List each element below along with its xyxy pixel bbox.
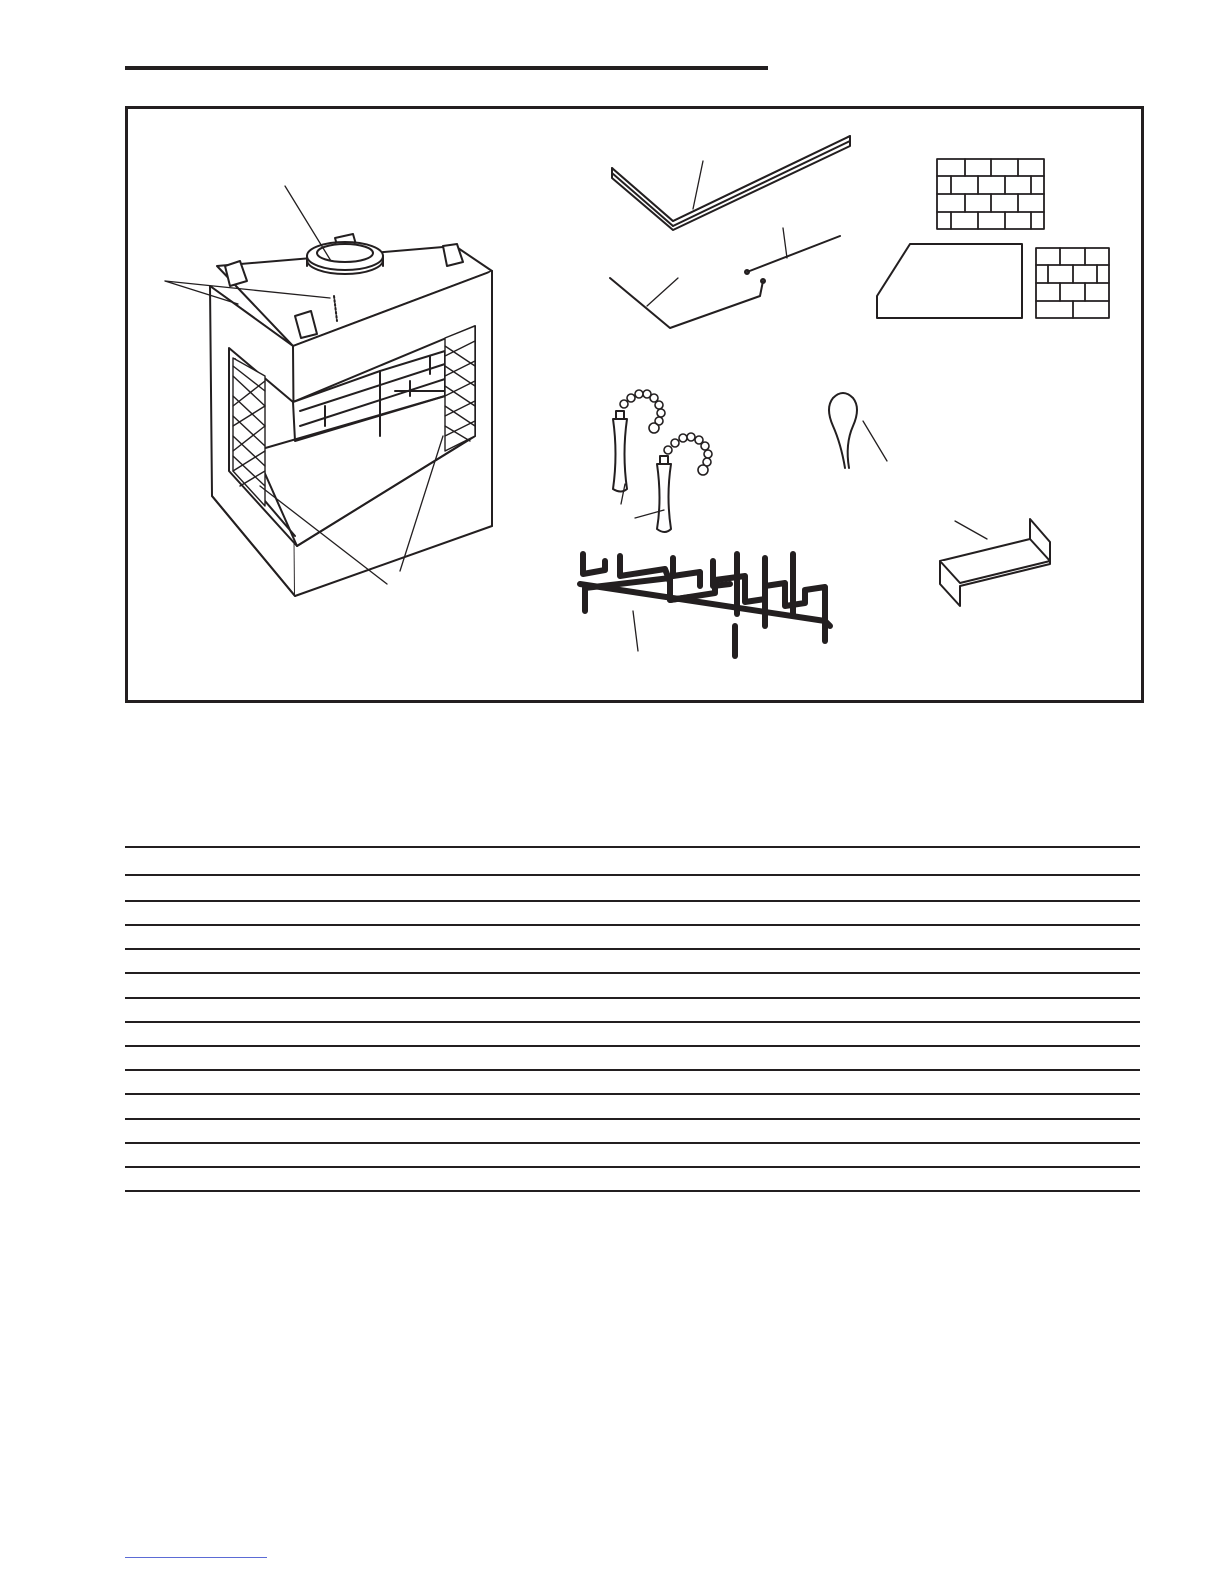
log-grate-icon (580, 554, 830, 656)
table-row-rule (125, 1142, 1140, 1144)
table-row-rule (125, 900, 1140, 902)
table-row-rule (125, 1166, 1140, 1168)
footer-link-underline[interactable] (125, 1557, 267, 1558)
chain-pull-handles-icon (613, 390, 712, 532)
table-row-rule (125, 997, 1140, 999)
table-row-rule (125, 972, 1140, 974)
hearth-floor-panel-icon (877, 244, 1022, 318)
parts-illustration (125, 106, 1144, 703)
tool-hook-icon (829, 393, 887, 468)
table-header-rule (125, 846, 1140, 848)
table-bottom-rule (125, 1190, 1140, 1192)
z-bracket-icon (940, 519, 1050, 606)
table-row-rule (125, 874, 1140, 876)
fireplace-unit-icon (165, 186, 492, 596)
table-row-rule (125, 1118, 1140, 1120)
table-row-rule (125, 1069, 1140, 1071)
refractory-brick-panel-icon (937, 159, 1044, 229)
trim-angle-icon (612, 136, 850, 230)
table-row-rule (125, 1045, 1140, 1047)
table-row-rule (125, 1021, 1140, 1023)
header-rule (125, 66, 768, 70)
table-row-rule (125, 1093, 1140, 1095)
hinged-rod-icon (610, 228, 840, 328)
table-row-rule (125, 924, 1140, 926)
small-brick-panel-icon (1036, 248, 1109, 318)
table-row-rule (125, 948, 1140, 950)
